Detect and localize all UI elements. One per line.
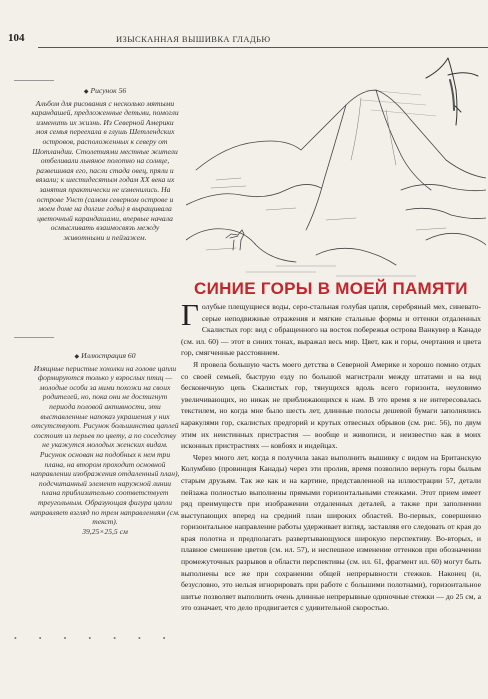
sidebar-divider	[14, 337, 54, 338]
diamond-icon: ◆	[83, 89, 89, 95]
diamond-icon: ◆	[74, 354, 80, 360]
caption-text: Альбом для рисования с несколько мятыми карандашей, предложенные детьми, помогли изменить их жизнь. Из Северной Америки моя семья переехала в глушь Шетлендских островов, расположенных к северу от Шотландии. Столетиями местные жители отбеливали льняное полотно на солнце, развешивая его, пасли стада овец, пряли и вязали; к шестидесятым годам XX века их занятия практически не изменились. На острове Унст (самом северном острове и моем доме на долгие годы) я выращивала цветочный карандашами, впервые начала осмысливать взаимосвязь между животными и пейзажем.	[31, 98, 179, 242]
paragraph-text: олубые плещущиеся воды, серо-стальная голубая цапля, серебряный мех, синевато-серые неподвижные отражения и мягкие стальные формы и оттенки отдаленных Скалистых гор: вид с обращенного на восток побережья острова Ванкувер в Канаде (см. ил. 60) — этот в синих тонах, выражал весь мир. Цвет, как и горы, очертания и цвета гор, смягченные расстоянием.	[181, 302, 481, 358]
page-number: 104	[8, 32, 25, 44]
article-body	[181, 297, 481, 614]
article-title: СИНИЕ ГОРЫ В МОЕЙ ПАМЯТИ	[194, 279, 468, 298]
caption-label-text: Рисунок 56	[90, 86, 127, 95]
caption-label-text: Иллюстрация 60	[81, 351, 136, 360]
caption-figure-56	[30, 86, 180, 243]
article-paragraph	[181, 297, 481, 359]
running-head: ИЗЫСКАННАЯ ВЫШИВКА ГЛАДЬЮ	[116, 34, 271, 44]
article-paragraph: Через много лет, когда я получила заказ выполнить вышивку с видом на Британскую Колумбию (провинция Канады) через эти пролив, время позволило вернуть горы былым старым друзьям. Так же как и на картине, представленной на иллюстрации 57, детали пейзажа полностью выполнены прямыми горизонтальными стежками. Этот прием имеет ряд преимуществ при изображении отдаленных деталей, а также при заполнении выступающих вперед на средний план широких областей. Во-первых, совершенно горизонтальное направление работы удерживает взгляд, заставляя его следовать от края до края полотна и предполагать развертывающуюся широкую перспективу. Во-вторых, и плавное смешение цветов (см. ил. 57), и неспешное изменение оттенков при обозначении промежуточных разрывов в области перспективы (см. ил. 61, фрагмент ил. 60) могут быть выполнены все же при сохранении общей непрерывности стежков. Наконец (и, безусловно, это нельзя игнорировать при работе с большими полотнами), горизонтальное шитье позволяет выполнить очень длинные непрерывные одиночные стежки — до 25 см, а это означает, что дело продвигается с удивительной скоростью.	[181, 452, 481, 613]
caption-text: Изящные перистые хохолки на голове цапли формируются только у взрослых птиц — молодые особи за ними похожи на своих родителей, но, пока они не достигнут периода половой активности, эти выставленные напоказ украшения у них отсутствуют. Рисунок большинства цаплей состоит из перьев по цвету, а по соседству не укажутся молодых женских видам. Рисунок основан на подобных к нем три плана, на втором проходит основной направлении изображения отдаленный план), подсчитанный элемент наружной линии плана приблизительно соответствует треугольным. Образующая фигура цапли направляет взгляд по трем направлениям (см. текст).	[30, 363, 180, 527]
decorative-dots: • • • • • • •	[14, 634, 176, 643]
caption-label	[30, 86, 180, 98]
article-paragraph: Я провела большую часть моего детства в Северной Америке и хорошо помню отдых со своей семьей, быструю езду по большой магистрали между штатами и на вид бесконечную цепь Скалистых гор, тянущихся вдоль всего горизонта, неуловимо увеличивающих, но никак не приближающихся к нам. В это время я не интересовалась текстилем, но когда мне было шесть лет, длинные полосы дешевой бумаги заполнялись каракулями гор, скалистых предгорий и крутых отвесных обрывов (см. рис. 56), по двум этим их неистинных пристрастия — вообще и живописи, и неизвестно как в моих исконных пристрастиях — ковбоях и индейцах.	[181, 359, 481, 451]
mountain-heron-illustration	[186, 50, 486, 280]
header-rule	[38, 47, 488, 48]
caption-label	[30, 351, 180, 363]
drop-cap: Г	[181, 297, 199, 332]
sidebar-divider	[14, 80, 54, 81]
caption-dimensions: 39,25×25,5 см	[82, 526, 128, 536]
caption-illustration-60	[30, 351, 180, 536]
